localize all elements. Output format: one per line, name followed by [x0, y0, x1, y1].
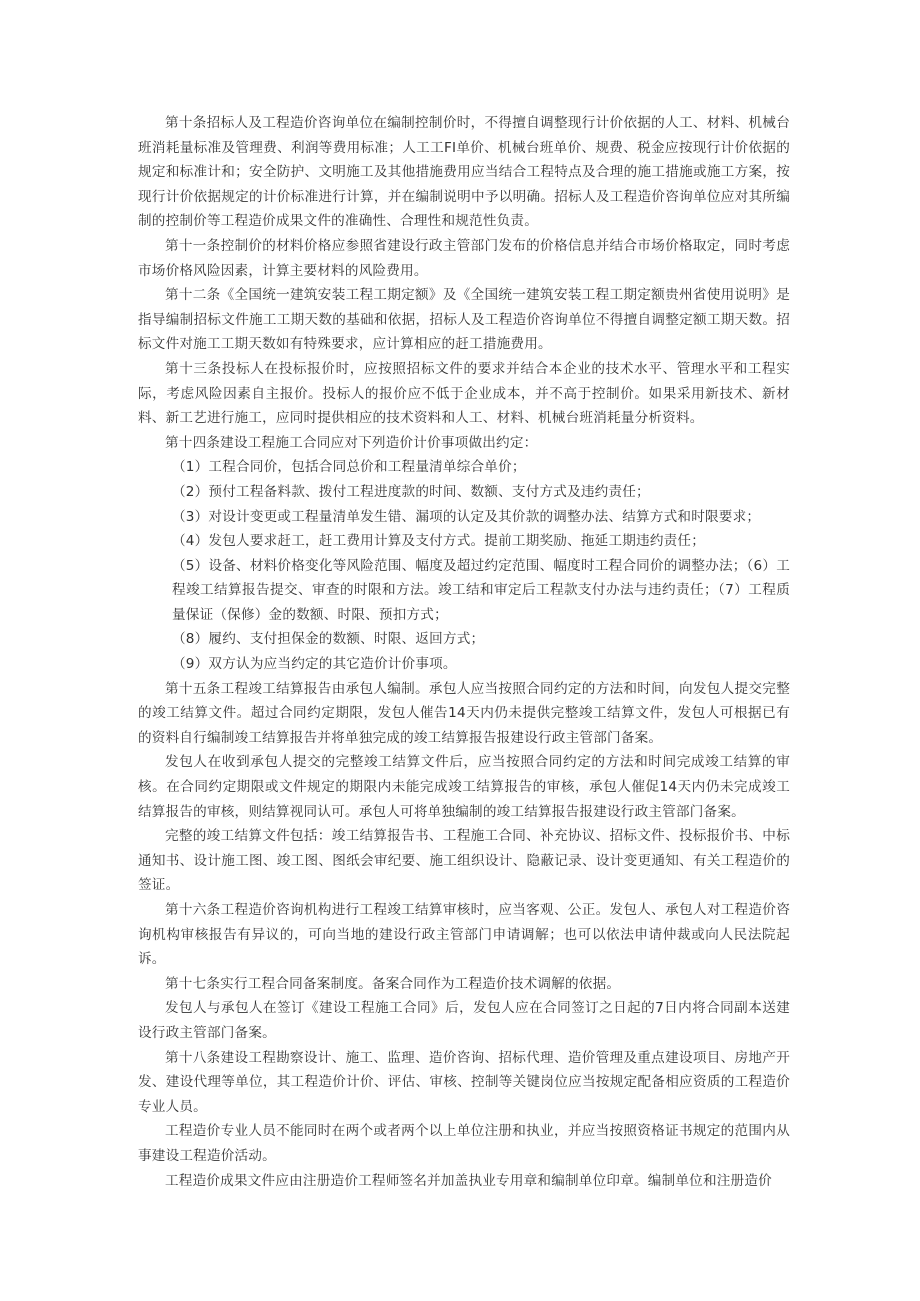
list-item: （9）双方认为应当约定的其它造价计价事项。 — [172, 656, 457, 673]
article-18-paragraph-3: 工程造价成果文件应由注册造价工程师签名并加盖执业专用章和编制单位印章。编制单位和注册造价 — [165, 1172, 772, 1189]
list-item: （1）工程合同价，包括合同总价和工程量清单综合单价； — [172, 459, 526, 476]
article-18-paragraph-2: 工程造价专业人员不能同时在两个或者两个以上单位注册和执业，并应当按照资格证书规定的范围内从事建设工程造价活动。 — [138, 1123, 790, 1164]
article-18: 第十八条建设工程勘察设计、施工、监理、造价咨询、招标代理、造价管理及重点建设项目、房地产开发、建设代理等单位，其工程造价计价、评估、审核、控制等关键岗位应当按规定配备相应资质的工程造价专业人员。 — [138, 1049, 790, 1115]
article-10: 第十条招标人及工程造价咨询单位在编制控制价时，不得擅自调整现行计价依据的人工、材料、机械台班消耗量标准及管理费、利润等费用标准；人工工FI单价、机械台班单价、规费、税金应按现行计价依据的规定和标准计和；安全防护、文明施工及其他措施费用应当结合工程特点及合理的施工措施或施工方案，按现行计价依据规定的计价标准进行计算，并在编制说明中予以明确。招标人及工程造价咨询单位应对其所编制的控制价等工程造价成果文件的准确性、合理性和规范性负责。 — [138, 115, 790, 230]
list-item: （3）对设计变更或工程量清单发生错、漏项的认定及其价款的调整办法、结算方式和时限要求； — [172, 508, 761, 525]
document-body — [138, 111, 790, 1193]
article-14: 第十四条建设工程施工合同应对下列造价计价事项做出约定： — [165, 434, 538, 451]
article-15-paragraph-2: 发包人在收到承包人提交的完整竣工结算文件后，应当按照合同约定的方法和时间完成竣工结算的审核。在合同约定期限或文件规定的期限内未能完成竣工结算报告的审核，承包人催促14天内仍未完成竣工结算报告的审核，则结算视同认可。承包人可将单独编制的竣工结算报告报建设行政主管部门备案。 — [138, 754, 790, 820]
article-11: 第十一条控制价的材料价格应参照省建设行政主管部门发布的价格信息并结合市场价格取定，同时考虑市场价格风险因素，计算主要材料的风险费用。 — [138, 237, 790, 279]
article-17: 第十七条实行工程合同备案制度。备案合同作为工程造价技术调解的依据。 — [165, 975, 621, 992]
article-13: 第十三条投标人在投标报价时，应按照招标文件的要求并结合本企业的技术水平、管理水平和工程实际，考虑风险因素自主报价。投标人的报价应不低于企业成本，并不高于控制价。如果采用新技术、新材料、新工艺进行施工，应同时提供相应的技术资料和人工、材料、机械台班消耗量分析资料。 — [138, 360, 790, 427]
list-item: （4）发包人要求赶工，赶工费用计算及支付方式。提前工期奖励、拖延工期违约责任； — [172, 533, 706, 550]
article-15-paragraph-3: 完整的竣工结算文件包括：竣工结算报告书、工程施工合同、补充协议、招标文件、投标报价书、中标通知书、设计施工图、竣工图、图纸会审纪要、施工组织设计、隐蔽记录、设计变更通知、有关工程造价的签证。 — [138, 828, 790, 894]
article-17-paragraph-2: 发包人与承包人在签订《建设工程施工合同》后，发包人应在合同签订之日起的7日内将合同副本送建设行政主管部门备案。 — [138, 1000, 790, 1041]
article-15: 第十五条工程竣工结算报告由承包人编制。承包人应当按照合同约定的方法和时间，向发包人提交完整的竣工结算文件。超过合同约定期限，发包人催告14天内仍未提供完整竣工结算文件，发包人可根据已有的资料自行编制竣工结算报告并将单独完成的竣工结算报告报建设行政主管部门备案。 — [138, 680, 790, 746]
article-16: 第十六条工程造价咨询机构进行工程竣工结算审核时，应当客观、公正。发包人、承包人对工程造价咨询机构审核报告有异议的，可向当地的建设行政主管部门申请调解；也可以依法申请仲裁或向人民法院起诉。 — [138, 902, 790, 968]
list-item: （2）预付工程备料款、拨付工程进度款的时间、数额、支付方式及违约责任； — [172, 483, 650, 500]
article-12: 第十二条《全国统一建筑安装工程工期定额》及《全国统一建筑安装工程工期定额贵州省使用说明》是指导编制招标文件施工工期天数的基础和依据，招标人及工程造价咨询单位不得擅自调整定额工期天数。招标文件对施工工期天数如有特殊要求，应计算相应的赶工措施费用。 — [138, 287, 790, 353]
list-item: （8）履约、支付担保金的数额、时限、返回方式； — [172, 631, 485, 648]
list-item: （5）设备、材料价格变化等风险范围、幅度及超过约定范围、幅度时工程合同价的调整办法；（6）工程竣工结算报告提交、审查的时限和方法。竣工结和审定后工程款支付办法与违约责任；（7）工程质量保证（保修）金的数额、时限、预扣方式； — [172, 557, 790, 623]
